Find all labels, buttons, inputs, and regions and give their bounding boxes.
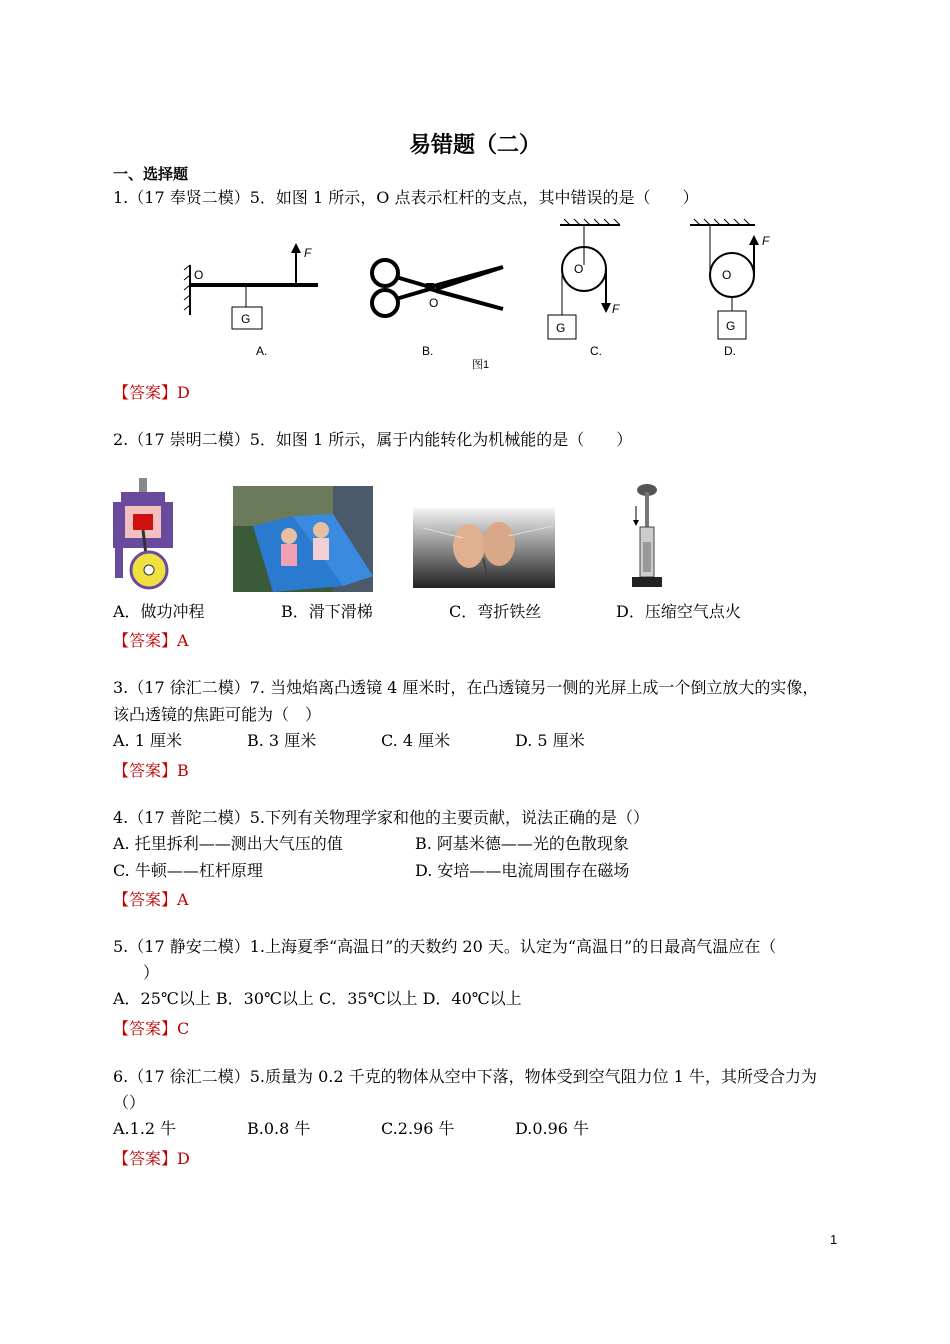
q6-stem-line2: （） [113, 1093, 146, 1112]
air-compression-igniter [622, 482, 666, 594]
engine-stroke-image [113, 478, 173, 593]
q2-option-b: B．滑下滑梯 [281, 602, 373, 621]
q3-option-d: D. 5 厘米 [515, 731, 585, 750]
q4-option-a: A. 托里拆利——测出大气压的值 [113, 834, 343, 853]
pulley-diagram-d [690, 219, 770, 358]
fig-c-f: F [612, 302, 620, 316]
q1-figure [180, 215, 780, 375]
fig-c-label: C. [590, 344, 602, 358]
q2-option-a: A．做功冲程 [113, 602, 205, 621]
q2-answer: 【答案】A [113, 631, 189, 650]
bending-wire-photo [413, 508, 555, 588]
page-number: 1 [830, 1232, 838, 1247]
q6-option-b: B.0.8 牛 [247, 1119, 311, 1138]
q4-option-c: C. 牛顿——杠杆原理 [113, 861, 263, 880]
fig-a-f: F [304, 246, 312, 260]
fig-c-o: O [574, 262, 584, 276]
q6-option-d: D.0.96 牛 [515, 1119, 590, 1138]
fig-a-g: G [241, 312, 251, 326]
q2-option-d: D．压缩空气点火 [616, 602, 741, 621]
fig-d-f: F [762, 234, 770, 248]
fig-c-g: G [556, 321, 566, 335]
fig-b-o: O [429, 296, 439, 310]
q5-stem-line1: 5.（17 静安二模）1.上海夏季“高温日”的天数约 20 天。认定为“高温日”的日最高气温应在（ [113, 937, 777, 956]
q4-option-b: B. 阿基米德——光的色散现象 [415, 834, 629, 853]
q3-option-b: B. 3 厘米 [247, 731, 317, 750]
section-heading: 一、选择题 [113, 165, 189, 183]
q5-options: A．25℃以上 B．30℃以上 C．35℃以上 D．40℃以上 [113, 989, 522, 1008]
q3-stem-line1: 3.（17 徐汇二模）7. 当烛焰离凸透镜 4 厘米时，在凸透镜另一侧的光屏上成一个倒立放大的实像， [113, 678, 819, 697]
q3-stem-line2: 该凸透镜的焦距可能为（ ） [113, 705, 322, 724]
q2-option-c: C．弯折铁丝 [449, 602, 542, 621]
q6-option-c: C.2.96 牛 [381, 1119, 455, 1138]
q4-option-d: D. 安培——电流周围存在磁场 [415, 861, 630, 880]
figure-caption: 图1 [472, 359, 490, 371]
q5-answer: 【答案】C [113, 1019, 190, 1038]
q3-answer: 【答案】B [113, 761, 189, 780]
page-title: 易错题（二） [408, 133, 541, 158]
slide-photo [233, 486, 373, 592]
q1-answer: 【答案】D [113, 383, 190, 402]
q4-stem: 4.（17 普陀二模）5.下列有关物理学家和他的主要贡献，说法正确的是（） [113, 808, 649, 827]
q6-option-a: A.1.2 牛 [113, 1119, 177, 1138]
q2-stem: 2.（17 崇明二模）5．如图 1 所示，属于内能转化为机械能的是（ ） [113, 430, 633, 449]
q4-answer: 【答案】A [113, 890, 189, 909]
fig-b-label: B. [422, 344, 434, 358]
scissors-diagram-b [372, 260, 503, 358]
fig-d-o: O [722, 268, 732, 282]
q3-option-a: A. 1 厘米 [113, 731, 182, 750]
lever-diagram-a [184, 243, 318, 358]
q3-option-c: C. 4 厘米 [381, 731, 451, 750]
q6-stem-line1: 6.（17 徐汇二模）5.质量为 0.2 千克的物体从空中下落，物体受到空气阻力位 1 牛，其所受合力为 [113, 1067, 817, 1086]
fig-a-o: O [194, 268, 204, 282]
q6-answer: 【答案】D [113, 1149, 190, 1168]
q5-stem-line2: ） [143, 963, 160, 982]
q1-stem: 1.（17 奉贤二模）5．如图 1 所示，O 点表示杠杆的支点，其中错误的是（ ） [113, 188, 699, 207]
pulley-diagram-c [548, 219, 620, 358]
fig-d-label: D. [724, 344, 736, 358]
fig-d-g: G [726, 319, 736, 333]
fig-a-label: A. [256, 344, 268, 358]
